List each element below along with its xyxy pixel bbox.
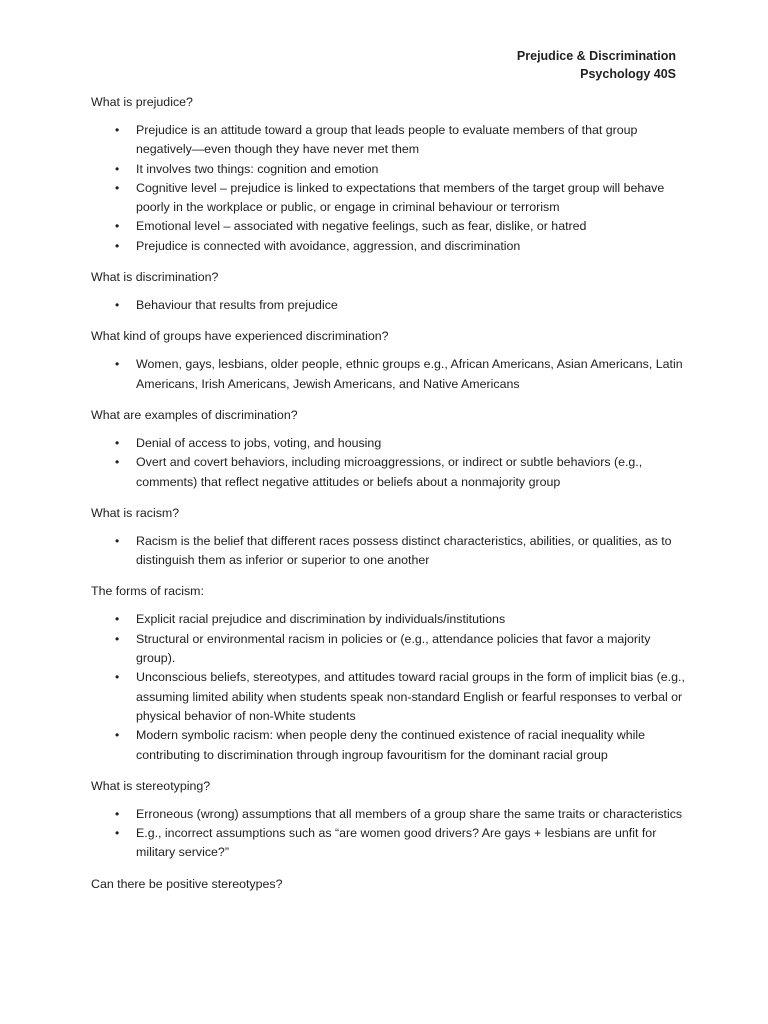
bullet-icon: • xyxy=(115,298,120,313)
bullet-icon: • xyxy=(115,435,120,450)
bullet-icon: • xyxy=(115,670,120,685)
document-header xyxy=(517,47,676,83)
bullet-icon: • xyxy=(115,533,120,548)
list-item: • Cognitive level – prejudice is linked to expectations that members of the target group will behave poorly in the workplace or public, or engage in criminal behaviour or terrorism xyxy=(115,180,665,215)
course-name: Psychology 40S xyxy=(580,67,676,81)
list-item: • Prejudice is an attitude toward a group that leads people to evaluate members of that group negatively—even though they have never met them xyxy=(115,123,638,157)
list-item: • Unconscious beliefs, stereotypes, and attitudes toward racial groups in the form of implicit bias (e.g., assuming limited ability when students speak non-standard English or fearful responses to verbal or physical behavior of non-White students xyxy=(115,670,685,723)
section-question: What is prejudice? xyxy=(91,95,193,109)
list-item: • Prejudice is connected with avoidance, aggression, and discrimination xyxy=(91,237,691,256)
list-item: • E.g., incorrect assumptions such as “are women good drivers? Are gays + lesbians are unfit for military service?” xyxy=(115,826,657,860)
bullet-list xyxy=(91,121,691,256)
bullet-list xyxy=(91,805,691,863)
bullet-icon: • xyxy=(115,123,120,137)
bullet-icon: • xyxy=(115,455,120,470)
bullet-list xyxy=(91,434,691,492)
list-item: • Modern symbolic racism: when people deny the continued existence of racial inequality while contributing to discrimination through ingroup favouritism for the dominant racial group xyxy=(115,728,645,762)
final-question: Can there be positive stereotypes? xyxy=(91,876,283,891)
bullet-icon: • xyxy=(115,826,120,841)
list-item: • It involves two things: cognition and emotion xyxy=(91,160,691,179)
bullet-list xyxy=(91,355,691,394)
document-body xyxy=(91,93,691,894)
list-item: • Racism is the belief that different races possess distinct characteristics, abilities, or qualities, as to distinguish them as inferior or superior to one another xyxy=(115,533,672,568)
bullet-icon: • xyxy=(115,238,120,253)
bullet-list xyxy=(91,532,691,571)
section-question: What are examples of discrimination? xyxy=(91,407,298,422)
bullet-icon: • xyxy=(115,806,120,821)
bullet-icon: • xyxy=(115,161,120,176)
bullet-icon: • xyxy=(115,357,120,372)
section-question: What kind of groups have experienced discrimination? xyxy=(91,329,389,344)
document-title: Prejudice & Discrimination xyxy=(516,49,676,63)
bullet-list xyxy=(91,610,691,764)
list-item: • Women, gays, lesbians, older people, ethnic groups e.g., African Americans, Asian Americans, Latin Americans, Irish Americans, Jewish Americans, and Native Americans xyxy=(115,357,683,391)
list-item: • Emotional level – associated with negative feelings, such as fear, dislike, or hatred xyxy=(91,217,691,236)
bullet-icon: • xyxy=(115,219,120,234)
bullet-icon: • xyxy=(115,728,120,743)
bullet-icon: • xyxy=(115,612,120,627)
list-item: • Overt and covert behaviors, including microaggressions, or indirect or subtle behaviors (e.g., comments) that reflect negative attitudes or beliefs about a nonmajority group xyxy=(115,455,643,489)
list-item: • Behaviour that results from prejudice xyxy=(91,296,691,315)
bullet-list xyxy=(91,296,691,315)
section-question: The forms of racism: xyxy=(91,584,204,599)
bullet-icon: • xyxy=(115,180,120,195)
section-question: What is discrimination? xyxy=(91,270,219,285)
bullet-icon: • xyxy=(115,631,120,646)
list-item: • Erroneous (wrong) assumptions that all members of a group share the same traits or characteristics xyxy=(91,805,691,824)
list-item: • Structural or environmental racism in policies or (e.g., attendance policies that favor a majority group). xyxy=(115,631,651,666)
section-question: What is stereotyping? xyxy=(91,778,211,793)
list-item: • Explicit racial prejudice and discrimination by individuals/institutions xyxy=(91,610,691,629)
section-question: What is racism? xyxy=(91,505,180,520)
list-item: • Denial of access to jobs, voting, and housing xyxy=(91,434,691,453)
